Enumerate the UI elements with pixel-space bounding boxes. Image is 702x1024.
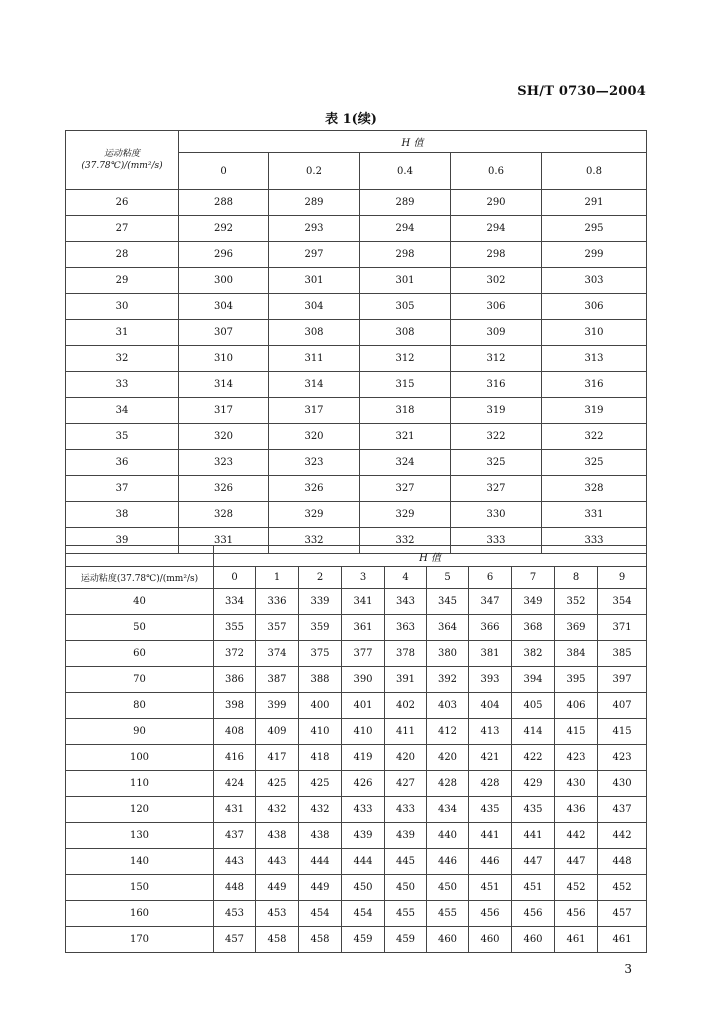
value-cell: 332 [360,528,451,554]
value-cell: 349 [512,589,555,615]
column-header: 0.4 [360,153,451,190]
value-cell: 331 [542,502,647,528]
table-row [66,190,647,216]
value-cell: 319 [451,398,542,424]
column-header: 5 [427,567,469,589]
value-cell: 421 [469,745,512,771]
value-cell: 321 [360,424,451,450]
value-cell: 313 [542,346,647,372]
value-cell: 430 [555,771,598,797]
value-cell: 405 [512,693,555,719]
value-cell: 453 [256,901,299,927]
viscosity-cell: 32 [66,346,179,372]
table-row [66,927,647,953]
value-cell: 433 [342,797,385,823]
value-cell: 439 [385,823,427,849]
value-cell: 294 [360,216,451,242]
value-cell: 414 [512,719,555,745]
table-row [66,294,647,320]
table-row [66,615,647,641]
viscosity-cell: 60 [66,641,214,667]
value-cell: 430 [598,771,647,797]
value-cell: 289 [360,190,451,216]
viscosity-cell: 33 [66,372,179,398]
value-cell: 302 [451,268,542,294]
viscosity-cell: 80 [66,693,214,719]
table-row [66,476,647,502]
value-cell: 357 [256,615,299,641]
value-cell: 426 [342,771,385,797]
value-cell: 401 [342,693,385,719]
viscosity-cell: 50 [66,615,214,641]
value-cell: 450 [342,875,385,901]
h-value-header-blank [66,546,214,567]
viscosity-cell: 28 [66,242,179,268]
value-cell: 440 [427,823,469,849]
value-cell: 326 [179,476,269,502]
value-cell: 461 [598,927,647,953]
table-row [66,693,647,719]
value-cell: 300 [179,268,269,294]
viscosity-cell: 27 [66,216,179,242]
value-cell: 433 [385,797,427,823]
value-cell: 301 [269,268,360,294]
value-cell: 428 [427,771,469,797]
value-cell: 359 [299,615,342,641]
table-row [66,667,647,693]
value-cell: 319 [542,398,647,424]
value-cell: 432 [299,797,342,823]
value-cell: 452 [598,875,647,901]
value-cell: 328 [542,476,647,502]
value-cell: 452 [555,875,598,901]
viscosity-cell: 26 [66,190,179,216]
value-cell: 438 [299,823,342,849]
value-cell: 455 [385,901,427,927]
value-cell: 316 [542,372,647,398]
viscosity-cell: 170 [66,927,214,953]
value-cell: 451 [469,875,512,901]
column-header: 7 [512,567,555,589]
value-cell: 455 [427,901,469,927]
column-header: 3 [342,567,385,589]
value-cell: 311 [269,346,360,372]
value-cell: 443 [214,849,256,875]
value-cell: 312 [360,346,451,372]
value-cell: 327 [360,476,451,502]
value-cell: 456 [512,901,555,927]
value-cell: 323 [179,450,269,476]
value-cell: 410 [299,719,342,745]
value-cell: 437 [214,823,256,849]
value-cell: 293 [269,216,360,242]
column-header: 0.6 [451,153,542,190]
value-cell: 325 [451,450,542,476]
value-cell: 316 [451,372,542,398]
value-cell: 447 [555,849,598,875]
value-cell: 314 [269,372,360,398]
value-cell: 390 [342,667,385,693]
table-row [66,502,647,528]
column-header: 2 [299,567,342,589]
value-cell: 378 [385,641,427,667]
viscosity-cell: 150 [66,875,214,901]
value-cell: 418 [299,745,342,771]
value-cell: 322 [542,424,647,450]
value-cell: 296 [179,242,269,268]
value-cell: 329 [360,502,451,528]
column-header: 0.8 [542,153,647,190]
table-row [66,641,647,667]
value-cell: 297 [269,242,360,268]
table-row [66,268,647,294]
viscosity-cell: 160 [66,901,214,927]
value-cell: 427 [385,771,427,797]
table-row [66,875,647,901]
table-row [66,320,647,346]
value-cell: 352 [555,589,598,615]
value-cell: 386 [214,667,256,693]
viscosity-cell: 110 [66,771,214,797]
value-cell: 325 [542,450,647,476]
value-cell: 442 [555,823,598,849]
column-header: 0 [179,153,269,190]
value-cell: 437 [598,797,647,823]
viscosity-cell: 36 [66,450,179,476]
value-cell: 448 [598,849,647,875]
value-cell: 423 [598,745,647,771]
value-cell: 422 [512,745,555,771]
value-cell: 305 [360,294,451,320]
table-row [66,719,647,745]
value-cell: 310 [179,346,269,372]
value-cell: 412 [427,719,469,745]
value-cell: 343 [385,589,427,615]
value-cell: 460 [512,927,555,953]
value-cell: 441 [512,823,555,849]
value-cell: 382 [512,641,555,667]
value-cell: 317 [269,398,360,424]
value-cell: 303 [542,268,647,294]
value-cell: 339 [299,589,342,615]
value-cell: 324 [360,450,451,476]
value-cell: 307 [179,320,269,346]
value-cell: 420 [385,745,427,771]
value-cell: 428 [469,771,512,797]
value-cell: 448 [214,875,256,901]
value-cell: 361 [342,615,385,641]
value-cell: 392 [427,667,469,693]
value-cell: 409 [256,719,299,745]
value-cell: 456 [555,901,598,927]
value-cell: 333 [451,528,542,554]
value-cell: 384 [555,641,598,667]
value-cell: 332 [269,528,360,554]
value-cell: 291 [542,190,647,216]
table-row [66,424,647,450]
value-cell: 454 [299,901,342,927]
value-cell: 444 [299,849,342,875]
value-cell: 458 [256,927,299,953]
table-row [66,242,647,268]
viscosity-cell: 140 [66,849,214,875]
column-header: 9 [598,567,647,589]
value-cell: 397 [598,667,647,693]
page-number: 3 [624,962,632,976]
value-cell: 388 [299,667,342,693]
value-cell: 459 [385,927,427,953]
value-cell: 298 [360,242,451,268]
value-cell: 326 [269,476,360,502]
value-cell: 425 [299,771,342,797]
value-cell: 327 [451,476,542,502]
value-cell: 425 [256,771,299,797]
value-cell: 411 [385,719,427,745]
value-cell: 331 [179,528,269,554]
value-cell: 446 [427,849,469,875]
value-cell: 312 [451,346,542,372]
value-cell: 424 [214,771,256,797]
viscosity-cell: 100 [66,745,214,771]
value-cell: 330 [451,502,542,528]
value-cell: 446 [469,849,512,875]
value-cell: 317 [179,398,269,424]
table-row [66,450,647,476]
value-cell: 435 [469,797,512,823]
value-cell: 439 [342,823,385,849]
value-cell: 423 [555,745,598,771]
value-cell: 371 [598,615,647,641]
column-header: 0 [214,567,256,589]
value-cell: 289 [269,190,360,216]
value-cell: 310 [542,320,647,346]
value-cell: 304 [179,294,269,320]
value-cell: 374 [256,641,299,667]
value-cell: 301 [360,268,451,294]
value-cell: 341 [342,589,385,615]
row-header: 运动粘度(37.78℃)/(mm²/s) [66,131,179,190]
viscosity-cell: 90 [66,719,214,745]
value-cell: 298 [451,242,542,268]
value-cell: 400 [299,693,342,719]
value-cell: 299 [542,242,647,268]
viscosity-cell: 37 [66,476,179,502]
value-cell: 292 [179,216,269,242]
value-cell: 387 [256,667,299,693]
column-header: 4 [385,567,427,589]
viscosity-cell: 38 [66,502,179,528]
table-row [66,398,647,424]
h-value-header: H 值 [179,131,647,153]
value-cell: 419 [342,745,385,771]
h-value-header: H 值 [214,546,647,567]
value-cell: 306 [542,294,647,320]
viscosity-cell: 35 [66,424,179,450]
value-cell: 435 [512,797,555,823]
value-cell: 322 [451,424,542,450]
value-cell: 295 [542,216,647,242]
value-cell: 375 [299,641,342,667]
value-cell: 445 [385,849,427,875]
value-cell: 449 [256,875,299,901]
column-header: 1 [256,567,299,589]
value-cell: 328 [179,502,269,528]
value-cell: 436 [555,797,598,823]
table-title: 表 1(续) [325,112,377,127]
value-cell: 438 [256,823,299,849]
table-row [66,589,647,615]
value-cell: 417 [256,745,299,771]
value-cell: 431 [214,797,256,823]
value-cell: 304 [269,294,360,320]
viscosity-cell: 40 [66,589,214,615]
value-cell: 442 [598,823,647,849]
value-cell: 308 [360,320,451,346]
value-cell: 391 [385,667,427,693]
value-cell: 457 [214,927,256,953]
value-cell: 456 [469,901,512,927]
value-cell: 380 [427,641,469,667]
value-cell: 354 [598,589,647,615]
value-cell: 347 [469,589,512,615]
value-cell: 385 [598,641,647,667]
value-cell: 368 [512,615,555,641]
value-cell: 444 [342,849,385,875]
value-cell: 415 [598,719,647,745]
value-cell: 399 [256,693,299,719]
value-cell: 318 [360,398,451,424]
value-cell: 460 [469,927,512,953]
table-row [66,797,647,823]
value-cell: 329 [269,502,360,528]
value-cell: 288 [179,190,269,216]
viscosity-cell: 70 [66,667,214,693]
table-row [66,771,647,797]
table-row [66,745,647,771]
viscosity-table-part2 [65,545,647,953]
value-cell: 393 [469,667,512,693]
value-cell: 306 [451,294,542,320]
value-cell: 443 [256,849,299,875]
value-cell: 364 [427,615,469,641]
table-row [66,346,647,372]
value-cell: 395 [555,667,598,693]
value-cell: 394 [512,667,555,693]
value-cell: 416 [214,745,256,771]
value-cell: 420 [427,745,469,771]
value-cell: 381 [469,641,512,667]
value-cell: 415 [555,719,598,745]
value-cell: 320 [269,424,360,450]
value-cell: 398 [214,693,256,719]
value-cell: 406 [555,693,598,719]
value-cell: 460 [427,927,469,953]
value-cell: 363 [385,615,427,641]
value-cell: 294 [451,216,542,242]
value-cell: 336 [256,589,299,615]
value-cell: 454 [342,901,385,927]
value-cell: 432 [256,797,299,823]
value-cell: 461 [555,927,598,953]
value-cell: 320 [179,424,269,450]
value-cell: 447 [512,849,555,875]
table-row [66,216,647,242]
value-cell: 334 [214,589,256,615]
viscosity-table-part1 [65,130,647,554]
column-header: 8 [555,567,598,589]
viscosity-cell: 39 [66,528,179,554]
value-cell: 309 [451,320,542,346]
value-cell: 410 [342,719,385,745]
value-cell: 450 [427,875,469,901]
value-cell: 404 [469,693,512,719]
value-cell: 451 [512,875,555,901]
value-cell: 402 [385,693,427,719]
viscosity-cell: 120 [66,797,214,823]
value-cell: 429 [512,771,555,797]
column-header: 6 [469,567,512,589]
value-cell: 403 [427,693,469,719]
value-cell: 453 [214,901,256,927]
value-cell: 441 [469,823,512,849]
value-cell: 315 [360,372,451,398]
viscosity-cell: 29 [66,268,179,294]
viscosity-cell: 30 [66,294,179,320]
value-cell: 355 [214,615,256,641]
value-cell: 290 [451,190,542,216]
table-row [66,901,647,927]
value-cell: 458 [299,927,342,953]
viscosity-cell: 130 [66,823,214,849]
value-cell: 408 [214,719,256,745]
value-cell: 434 [427,797,469,823]
value-cell: 345 [427,589,469,615]
value-cell: 308 [269,320,360,346]
value-cell: 323 [269,450,360,476]
row-header: 运动粘度(37.78℃)/(mm²/s) [66,567,214,589]
standard-code: SH/T 0730—2004 [517,84,646,99]
value-cell: 372 [214,641,256,667]
value-cell: 369 [555,615,598,641]
value-cell: 314 [179,372,269,398]
value-cell: 377 [342,641,385,667]
table-row [66,372,647,398]
value-cell: 333 [542,528,647,554]
viscosity-cell: 31 [66,320,179,346]
column-header: 0.2 [269,153,360,190]
value-cell: 366 [469,615,512,641]
value-cell: 407 [598,693,647,719]
table-row [66,823,647,849]
viscosity-cell: 34 [66,398,179,424]
value-cell: 450 [385,875,427,901]
value-cell: 457 [598,901,647,927]
value-cell: 413 [469,719,512,745]
value-cell: 459 [342,927,385,953]
table-row [66,849,647,875]
value-cell: 449 [299,875,342,901]
